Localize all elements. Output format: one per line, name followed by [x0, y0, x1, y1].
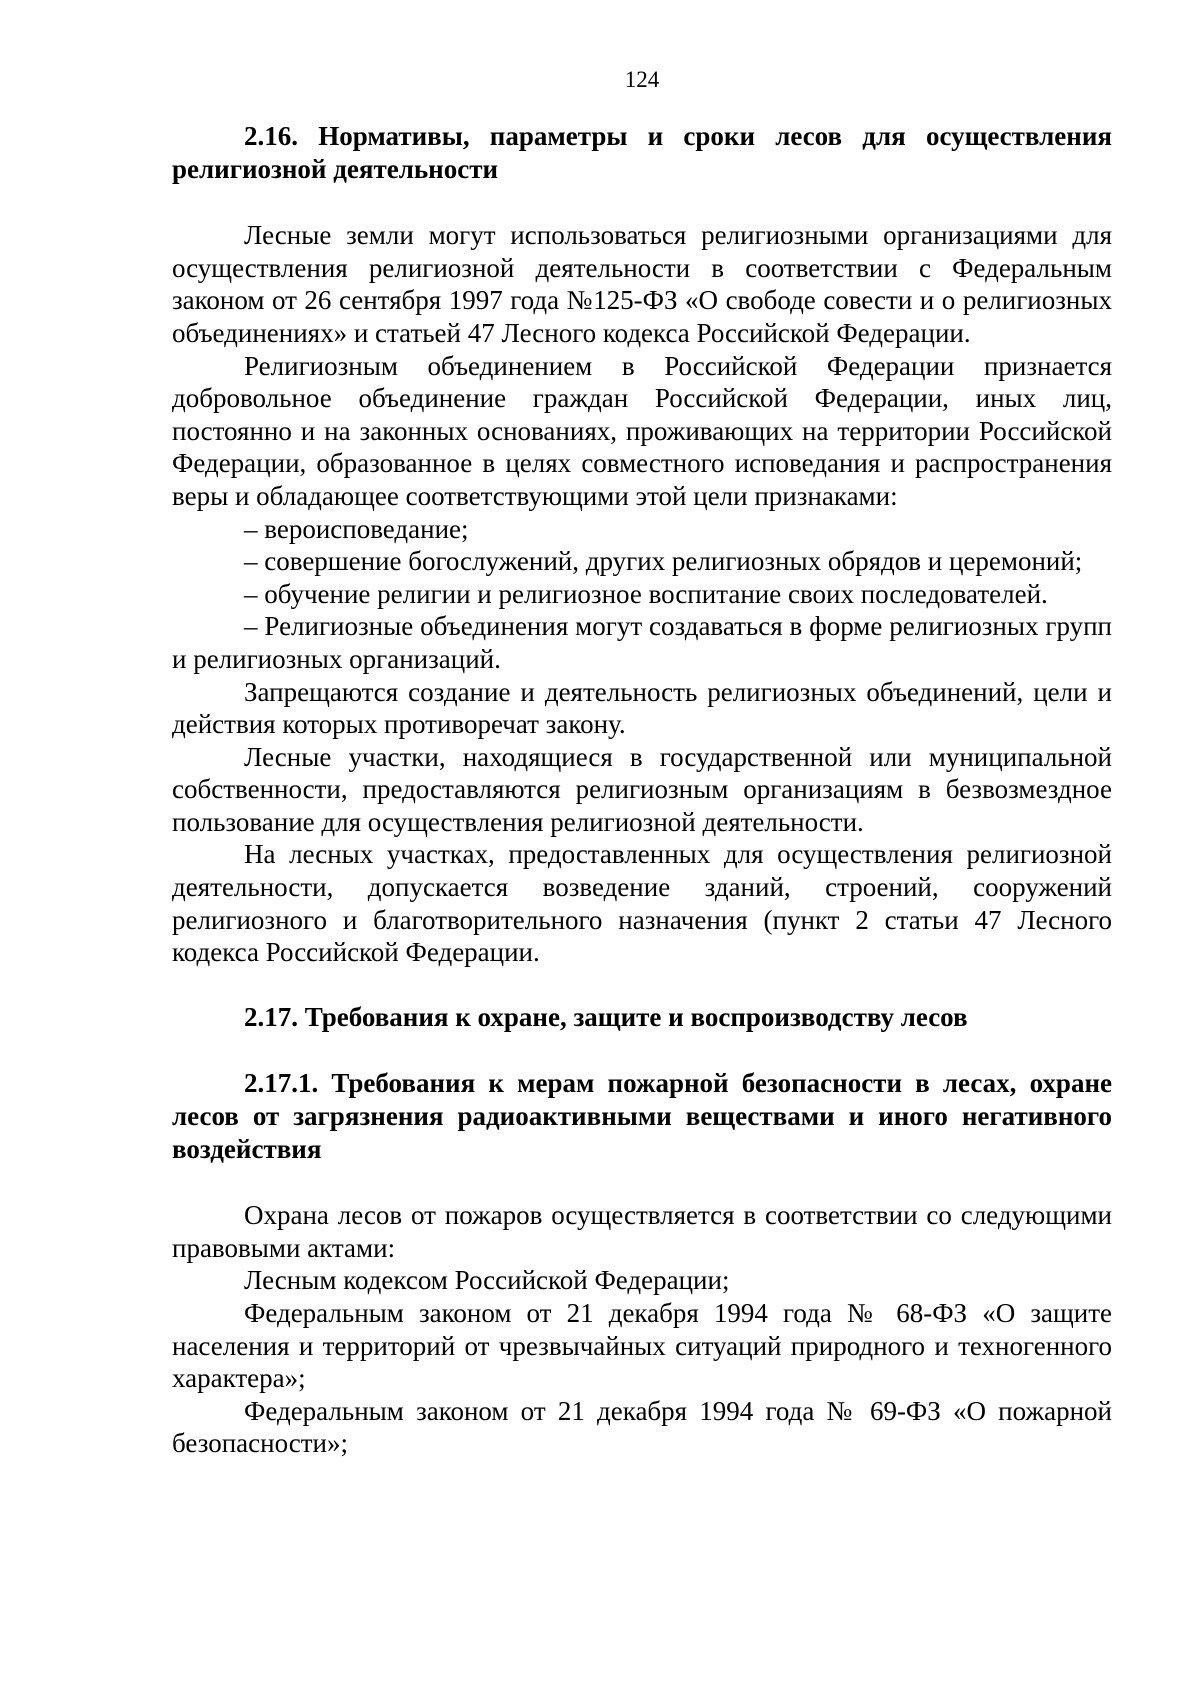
paragraph: Запрещаются создание и деятельность религиозных объединений, цели и действия которых противоречат закону. [172, 676, 1112, 740]
section-heading-2-16: 2.16. Нормативы, параметры и сроки лесов для осуществления религиозной деятельности [172, 121, 1112, 184]
paragraph: Охрана лесов от пожаров осуществляется в соответствии со следующими правовыми актами: [172, 1200, 1112, 1263]
spacer [172, 969, 1112, 1001]
paragraph: На лесных участках, предоставленных для осуществления религиозной деятельности, допускается возведение зданий, строений, сооружений религиозного и благотворительного назначения (пункт 2 статьи 47 Лесного кодекса Российской Федерации. [172, 839, 1112, 968]
spacer [172, 185, 1112, 219]
section-heading-2-17-1: 2.17.1. Требования к мерам пожарной безопасности в лесах, охране лесов от загрязнения радиоактивными веществами и иного негативного воздействия [172, 1068, 1112, 1164]
spacer [172, 1033, 1112, 1067]
page-number: 124 [624, 67, 660, 92]
paragraph: Федеральным законом от 21 декабря 1994 года № 68-ФЗ «О защите населения и территорий от чрезвычайных ситуаций природного и техногенного характера»; [172, 1298, 1112, 1394]
paragraph: Лесные участки, находящиеся в государственной или муниципальной собственности, предоставляются религиозным организациям в безвозмездное пользование для осуществления религиозной деятельности. [172, 741, 1112, 837]
list-item: – вероисповедание; [244, 513, 469, 544]
spacer [172, 1165, 1112, 1199]
list-item: – Религиозные объединения могут создаваться в форме религиозных групп и религиозных организаций. [172, 611, 1112, 674]
paragraph: Лесные земли могут использоваться религиозными организациями для осуществления религиозной деятельности в соответствии с Федеральным законом от 26 сентября 1997 года №125-ФЗ «О свободе совести и о религиозных объединениях» и статьей 47 Лесного кодекса Российской Федерации. [172, 220, 1112, 348]
paragraph: Религиозным объединением в Российской Федерации признается добровольное объединение граждан Российской Федерации, иных лиц, постоянно и на законных основаниях, проживающих на территории Российской Федерации, образованное в целях совместного исповедания и распространения веры и обладающее соответствующими этой цели признаками: [172, 350, 1112, 511]
section-heading-2-17: 2.17. Требования к охране, защите и воспроизводству лесов [244, 1001, 968, 1032]
paragraph: Лесным кодексом Российской Федерации; [244, 1265, 730, 1296]
list-item: – обучение религии и религиозное воспитание своих последователей. [244, 578, 1048, 609]
paragraph: Федеральным законом от 21 декабря 1994 года № 69-ФЗ «О пожарной безопасности»; [172, 1395, 1112, 1459]
document-page [172, 66, 1112, 1460]
list-item: – совершение богослужений, других религиозных обрядов и церемоний; [244, 546, 1083, 577]
